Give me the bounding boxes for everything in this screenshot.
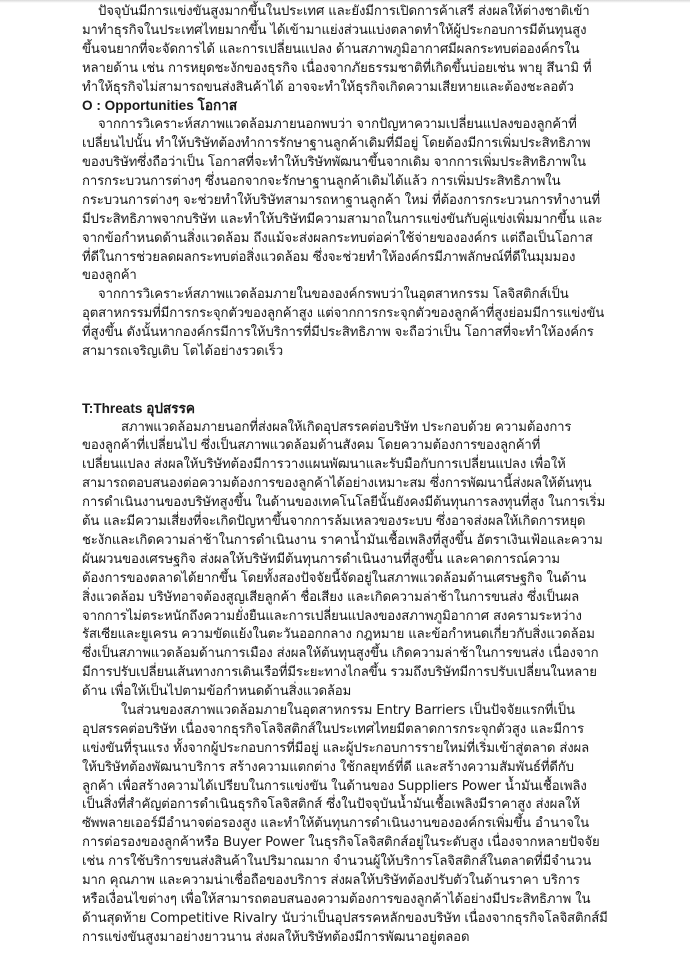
text-line: จากข้อกำหนดด้านสิ่งแวดล้อม ถึงแม้จะส่งผลกระทบต่อค่าใช้จ่ายขององค์กร แต่ถือเป็นโอกาส — [82, 230, 593, 246]
text-line: มาก คุณภาพ และความน่าเชื่อถือของบริการ ส่งผลให้บริษัทต้องปรับตัวในด้านราคา บริการ — [82, 872, 580, 888]
text-line: หลายด้าน เช่น การหยุดชะงักของธุรกิจ เนื่องจากภัยธรรมชาติที่เกิดขึ้นบ่อยเช่น พายุ สึนามิ ที่ — [82, 60, 592, 76]
text-line: ลูกค้า เพื่อสร้างความได้เปรียบในการแข่งขัน ในด้านของ Suppliers Power น้ำมันเชื้อเพลิง — [82, 778, 587, 794]
text-line: ให้บริษัทต้องพัฒนาบริการ สร้างความแตกต่าง ใช้กลยุทธ์ที่ดี และสร้างความสัมพันธ์ที่ดีกับ — [82, 759, 574, 775]
text-line: การดำเนินงานของบริษัทสูงขึ้น ในด้านของเทคโนโลยีนั้นยังคงมีต้นทุนการลงทุนที่สูง ในการเริ่ม — [82, 495, 606, 511]
threats-paragraph-2 — [82, 702, 642, 948]
document-page — [82, 3, 642, 948]
text-line: จากการวิเคราะห์สภาพแวดล้อมภายนอกพบว่า จากปัญหาความเปลี่ยนแปลงของลูกค้าที่ — [98, 117, 577, 133]
text-line: จากการไม่ตระหนักถึงความยั่งยืนและการเปลี่ยนแปลงของสภาพภูมิอากาศ สงครามระหว่าง — [82, 608, 582, 624]
text-line: ชะงักและเกิดความล่าช้าในการดำเนินงาน ราคาน้ำมันเชื้อเพลิงที่สูงขึ้น อัตราเงินเฟ้อและความ — [82, 532, 603, 548]
weakness-paragraph — [82, 3, 642, 97]
text-line: การกระบวนการต่างๆ ซึ่งนอกจากจะรักษาฐานลูกค้าเดิมได้แล้ว การเพิ่มประสิทธิภาพใน — [82, 174, 561, 190]
text-line: เปลี่ยนแปลง ส่งผลให้บริษัทต้องมีการวางแผนพัฒนาและรับมือกับการเปลี่ยนแปลง เพื่อให้ — [82, 457, 566, 473]
text-line: ของลูกค้า — [82, 268, 137, 284]
text-line: สามารถเจริญเติบ โตได้อย่างรวดเร็ว — [82, 344, 283, 360]
text-line: สิ่งแวดล้อม บริษัทอาจต้องสูญเสียลูกค้า ชื่อเสียง และเกิดความล่าช้าในการขนส่ง ซึ่งเป็นผล — [82, 589, 580, 605]
text-line: รัสเซียและยูเครน ความขัดแย้งในตะวันออกกลาง กฎหมาย และข้อกำหนดเกี่ยวกับสิ่งแวดล้อม — [82, 627, 595, 643]
text-line: ต้น และมีความเสี่ยงที่จะเกิดปัญหาขึ้นจากการล้มเหลวของระบบ ซึ่งอาจส่งผลให้เกิดการหยุด — [82, 514, 586, 530]
text-line: กระบวนการต่างๆ จะช่วยทำให้บริษัทสามารถหาฐานลูกค้า ใหม่ ที่ต้องการกระบวนการทำงานที่ — [82, 192, 601, 208]
text-line: อุตสาหกรรมที่มีการกระจุกตัวของลูกค้าสูง แต่จากการกระจุกตัวของลูกค้าที่สูงย่อมมีการแข่งขัน — [82, 306, 605, 322]
blank-line — [82, 381, 642, 400]
text-line: ของบริษัทซึ่งถือว่าเป็น โอกาสที่จะทำให้บริษัทพัฒนาขึ้นจากเดิม จากการเพิ่มประสิทธิภาพใน — [82, 155, 586, 171]
text-line: ปัจจุบันมีการแข่งขันสูงมากขึ้นในประเทศ และยังมีการเปิดการค้าเสรี ส่งผลให้ต่างชาติเข้า — [98, 4, 590, 19]
text-line: แข่งขันที่รุนแรง ทั้งจากผู้ประกอบการที่มีอยู่ และผู้ประกอบการรายใหม่ที่เริ่มเข้าสู่ตลาด ส่งผล — [82, 740, 590, 756]
text-line: ซัพพลายเออร์มีอำนาจต่อรองสูง และทำให้ต้นทุนการดำเนินงานขององค์กรเพิ่มขึ้น อำนาจใน — [82, 816, 589, 832]
opportunities-paragraph-2 — [82, 286, 642, 362]
text-line: หรือเงื่อนไขต่างๆ เพื่อให้สามารถตอบสนองความต้องการของลูกค้าได้อย่างมีประสิทธิภาพ ใน — [82, 891, 591, 907]
text-line: ซึ่งเป็นสภาพแวดล้อมด้านการเมือง ส่งผลให้ต้นทุนสูงขึ้น เกิดความล่าช้าในการขนส่ง เนื่องจาก — [82, 646, 599, 662]
blank-line — [82, 362, 642, 381]
text-line: การต่อรองของลูกค้าหรือ Buyer Power ในธุรกิจโลจิสติกส์อยู่ในระดับสูง เนื่องจากหลายปัจจัย — [82, 835, 600, 851]
text-line: ผันผวนของเศรษฐกิจ ส่งผลให้บริษัทมีต้นทุนการดำเนินงานที่สูงขึ้น และคาดการณ์ความ — [82, 551, 560, 567]
opportunities-paragraph-1 — [82, 116, 642, 286]
threats-heading: T:Threats อุปสรรค — [82, 400, 195, 416]
text-line: เปลี่ยนไปนั้น ทำให้บริษัทต้องทำการรักษาฐานลูกค้าเดิมที่มีอยู่ โดยต้องมีการเพิ่มประสิทธิภาพ — [82, 136, 591, 152]
text-line: ขึ้นจนยากที่จะจัดการได้ และการเปลี่ยนแปลง ด้านสภาพภูมิอากาศมีผลกระทบต่อองค์กรใน — [82, 41, 580, 57]
text-line: เป็นสิ่งที่สำคัญต่อการดำเนินธุรกิจโลจิสติกส์ ซึ่งในปัจจุบันน้ำมันเชื้อเพลิงมีราคาสูง ส่งผลให้ — [82, 797, 580, 813]
text-line: ของลูกค้าที่เปลี่ยนไป ซึ่งเป็นสภาพแวดล้อมด้านสังคม โดยความต้องการของลูกค้าที่ — [82, 438, 541, 454]
text-line: การแข่งขันสูงมาอย่างยาวนาน ส่งผลให้บริษัทต้องมีการพัฒนาอยู่ตลอด — [82, 929, 470, 945]
text-line: ทำให้ธุรกิจไม่สามารถขนส่งสินค้าได้ อาจจะทำให้ธุรกิจเกิดความเสียหายและต้องชะลอตัว — [82, 79, 574, 95]
text-line: มีประสิทธิภาพจากบริษัท และทำให้บริษัทมีความสามาถในการแข่งขันกับคู่แข่งเพิ่มมากขึ้น และ — [82, 211, 603, 227]
threats-paragraph-1 — [82, 419, 642, 702]
text-line: ในส่วนของสภาพแวดล้อมภายในอุตสาหกรรม Entry Barriers เป็นปัจจัยแรกที่เป็น — [121, 702, 575, 718]
text-line: มีการปรับเปลี่ยนเส้นทางการเดินเรือที่มีระยะทางไกลขึ้น รวมถึงบริษัทมีการปรับเปลี่ยนในหลาย — [82, 665, 597, 681]
text-line: อุปสรรคต่อบริษัท เนื่องจากธุรกิจโลจิสติกส์ในประเทศไทยมีตลาดการกระจุกตัวสูง และมีการ — [82, 721, 584, 737]
text-line: จากการวิเคราะห์สภาพแวดล้อมภายในขององค์กรพบว่าในอุตสาหกรรม โลจิสติกส์เป็น — [98, 287, 569, 303]
opportunities-heading: O : Opportunities โอกาส — [82, 98, 238, 114]
text-line: ที่ดีในการช่วยลดผลกระทบต่อสิ่งแวดล้อม ซึ่งจะช่วยทำให้องค์กรมีภาพลักษณ์ที่ดีในมุมมอง — [82, 249, 576, 265]
text-line: เช่น การใช้บริการขนส่งสินค้าในปริมาณมาก จำนวนผู้ให้บริการโลจิสติกส์ในตลาดที่มีจำนวน — [82, 854, 592, 870]
text-line: สามารถตอบสนองต่อความต้องการของลูกค้าได้อย่างเหมาะสม ซึ่งการพัฒนานี้ส่งผลให้ต้นทุน — [82, 476, 592, 492]
text-line: ด้าน เพื่อให้เป็นไปตามข้อกำหนดด้านสิ่งแวดล้อม — [82, 684, 352, 700]
text-line: ต้องการของตลาดได้ยากขึ้น โดยทั้งสองปัจจัยนี้จัดอยู่ในสภาพแวดล้อมด้านเศรษฐกิจ ในด้าน — [82, 570, 587, 586]
text-line: ที่สูงขึ้น ดังนั้นหากองค์กรมีการให้บริการที่มีประสิทธิภาพ จะถือว่าเป็น โอกาสที่จะทำให้องค์กร — [82, 325, 594, 341]
text-line: ด้านสุดท้าย Competitive Rivalry นับว่าเป็นอุปสรรคหลักของบริษัท เนื่องจากธุรกิจโลจิสติกส์มี — [82, 910, 608, 926]
text-line: มาทำธุรกิจในประเทศไทยมากขึ้น ได้เข้ามาแย่งส่วนแบ่งตลาดทำให้ผู้ประกอบการมีต้นทุนสูง — [82, 22, 587, 38]
text-line: สภาพแวดล้อมภายนอกที่ส่งผลให้เกิดอุปสรรคต่อบริษัท ประกอบด้วย ความต้องการ — [121, 419, 572, 435]
